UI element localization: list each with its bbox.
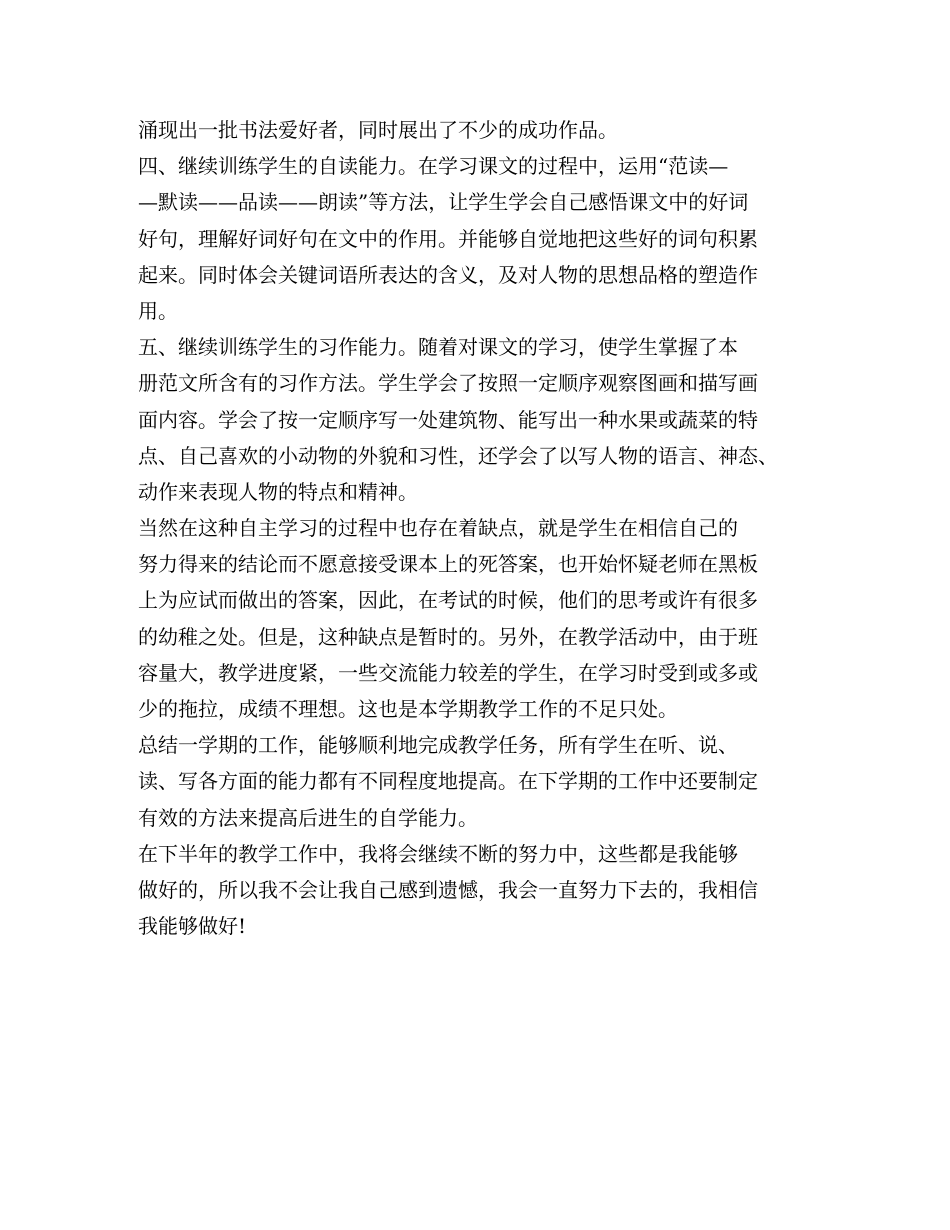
text-line: 用。 <box>138 298 178 323</box>
text-line: 我能够做好! <box>138 914 247 939</box>
text-line: 有效的方法来提高后进生的自学能力。 <box>138 805 478 830</box>
text-line: 好句，理解好词好句在文中的作用。并能够自觉地把这些好的词句积累 <box>138 226 758 251</box>
text-line: 少的拖拉，成绩不理想。这也是本学期教学工作的不足只处。 <box>138 697 678 721</box>
text-line: 动作来表现人物的特点和精神。 <box>138 479 418 504</box>
text-line: —默读——品读——朗读”等方法，让学生学会自己感悟课文中的好词 <box>138 190 749 215</box>
text-line: 总结一学期的工作，能够顺利地完成教学任务，所有学生在听、说、 <box>138 733 738 758</box>
text-line: 四、继续训练学生的自读能力。在学习课文的过程中，运用“范读— <box>138 154 729 179</box>
text-line: 当然在这种自主学习的过程中也存在着缺点，就是学生在相信自己的 <box>138 516 738 541</box>
text-line: 册范文所含有的习作方法。学生学会了按照一定顺序观察图画和描写画 <box>138 371 758 396</box>
text-line: 容量大，教学进度紧，一些交流能力较差的学生，在学习时受到或多或 <box>138 660 758 685</box>
text-line: 五、继续训练学生的习作能力。随着对课文的学习，使学生掌握了本 <box>138 335 738 360</box>
text-line: 在下半年的教学工作中，我将会继续不断的努力中，这些都是我能够 <box>138 841 738 866</box>
text-line: 面内容。学会了按一定顺序写一处建筑物、能写出一种水果或蔬菜的特 <box>138 407 758 432</box>
document-body <box>138 112 838 944</box>
text-line: 起来。同时体会关键词语所表达的含义，及对人物的思想品格的塑造作 <box>138 262 758 287</box>
text-line: 做好的，所以我不会让我自己感到遗憾，我会一直努力下去的，我相信 <box>138 877 758 902</box>
text-line: 涌现出一批书法爱好者，同时展出了不少的成功作品。 <box>138 118 618 142</box>
text-line: 的幼稚之处。但是，这种缺点是暂时的。另外，在教学活动中，由于班 <box>138 624 758 649</box>
text-line: 努力得来的结论而不愿意接受课本上的死答案，也开始怀疑老师在黑板 <box>138 552 758 577</box>
text-line: 点、自己喜欢的小动物的外貌和习性，还学会了以写人物的语言、神态、 <box>138 443 778 468</box>
text-line: 上为应试而做出的答案，因此，在考试的时候，他们的思考或许有很多 <box>138 588 758 613</box>
text-line: 读、写各方面的能力都有不同程度地提高。在下学期的工作中还要制定 <box>138 769 758 794</box>
